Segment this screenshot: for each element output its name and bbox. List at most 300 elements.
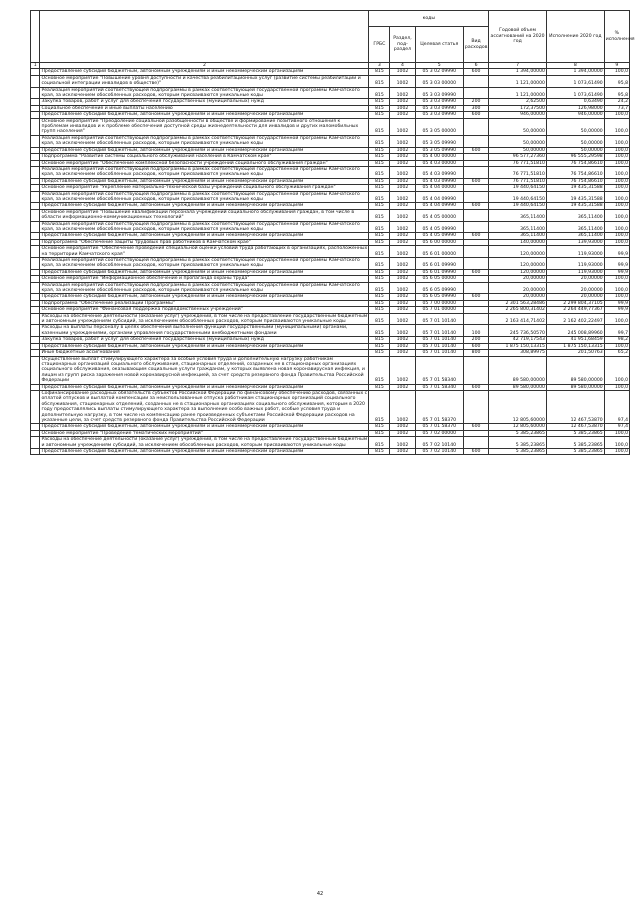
name-cell: Осуществление выплат стимулирующего характера за особые условия труда и дополнительную нагрузку работникам стационарных организаций социального обслуживания, стационарных отделений, созданных не в стационарных организациях социального обслуживания, оказывающим социальные услуги гражданам, у которых выявлена новая коронавирусная инфекция, и лицам из групп риска заражения новой коронавирусной инфекцией, за счет средств резервного фонда Правительства Российской Федерации <box>40 356 369 384</box>
name-cell: Реализация мероприятий соответствующей подпрограммы в рамках соответствующей государственной программы Камчатского края, за исключением обособленных расходов, которым присваиваются уникальные коды <box>40 221 369 233</box>
percent-cell: 100,0 <box>604 147 629 153</box>
percent-cell: 73,7 <box>604 105 629 111</box>
percent-cell: 99,9 <box>604 246 629 258</box>
percent-cell: 65,2 <box>604 350 629 356</box>
grbs-cell: 815 <box>369 350 390 356</box>
name-cell: Предоставление субсидий бюджетным, автономным учреждениям и иным некоммерческим организациям <box>40 294 369 300</box>
row-index-cell <box>31 325 40 337</box>
target-cell: 05 4 00 00000 <box>415 154 463 160</box>
grbs-cell: 815 <box>369 258 390 270</box>
name-cell: Реализация мероприятий соответствующей подпрограммы в рамках соответствующей государственной программы Камчатского края, за исключением обособленных расходов, которым присваиваются уникальные коды <box>40 258 369 270</box>
annual-cell: 19 440,64150 <box>489 191 547 203</box>
section-cell: 1002 <box>390 282 415 294</box>
annual-cell: 946,00000 <box>489 112 547 118</box>
header-execution: Исполнение 2020 год <box>546 11 604 63</box>
percent-cell: 100,0 <box>604 69 629 75</box>
target-cell: 05 3 03 00000 <box>415 75 463 87</box>
annual-cell: 12 805,60000 <box>489 424 547 430</box>
row-index-cell <box>31 437 40 449</box>
section-cell: 1002 <box>390 258 415 270</box>
colnum: 6 <box>463 63 488 69</box>
grbs-cell: 815 <box>369 185 390 191</box>
target-cell: 05 4 04 00000 <box>415 185 463 191</box>
annual-cell: 50,00000 <box>489 135 547 147</box>
annual-cell: 245 736,50570 <box>489 325 547 337</box>
execution-cell: 126,98000 <box>546 105 604 111</box>
target-cell: 05 7 01 10140 <box>415 337 463 343</box>
grbs-cell: 815 <box>369 246 390 258</box>
grbs-cell: 815 <box>369 282 390 294</box>
header-blank-name <box>40 11 369 63</box>
row-index-cell <box>31 221 40 233</box>
execution-cell: 19 435,31588 <box>546 203 604 209</box>
execution-cell: 139,93000 <box>546 239 604 245</box>
table-row <box>31 258 630 270</box>
table-row <box>31 135 630 147</box>
percent-cell: 97,4 <box>604 390 629 423</box>
name-cell: Предоставление субсидий бюджетным, автономным учреждениям и иным некоммерческим организациям <box>40 449 369 455</box>
execution-cell: 1 073,61490 <box>546 87 604 99</box>
grbs-cell: 815 <box>369 221 390 233</box>
table-row <box>31 313 630 325</box>
section-cell: 1002 <box>390 87 415 99</box>
target-cell: 05 3 03 09990 <box>415 112 463 118</box>
expense-type-cell <box>463 356 488 384</box>
section-cell: 1002 <box>390 276 415 282</box>
target-cell: 05 3 05 00000 <box>415 118 463 135</box>
section-cell: 1002 <box>390 350 415 356</box>
name-cell: Основное мероприятие "Преодоление социальной разобщенности в обществе и формирование позитивного отношения к проблемам инвалидов и к проблеме обеспечения доступной среды жизнедеятельности для инвалидов и других маломобильных групп населения" <box>40 118 369 135</box>
colnum: 8 <box>546 63 604 69</box>
percent-cell: 100,0 <box>604 166 629 178</box>
annual-cell: 19 440,64150 <box>489 203 547 209</box>
annual-cell: 120,00000 <box>489 246 547 258</box>
percent-cell: 100,0 <box>604 384 629 390</box>
expense-type-cell: 600 <box>463 233 488 239</box>
annual-cell: 76 771,51810 <box>489 166 547 178</box>
annual-cell: 1 875 150,13315 <box>489 343 547 349</box>
expense-type-cell <box>463 390 488 423</box>
grbs-cell: 815 <box>369 384 390 390</box>
expense-type-cell: 600 <box>463 147 488 153</box>
annual-cell: 5 385,23865 <box>489 437 547 449</box>
grbs-cell: 815 <box>369 105 390 111</box>
expense-type-cell: 600 <box>463 424 488 430</box>
section-cell: 1002 <box>390 147 415 153</box>
row-index-cell <box>31 87 40 99</box>
execution-cell: 89 580,00000 <box>546 356 604 384</box>
expense-type-cell <box>463 313 488 325</box>
header-expense-type: Вид расходов <box>463 27 488 63</box>
header-blank-index <box>31 11 40 63</box>
percent-cell: 100,0 <box>604 185 629 191</box>
execution-cell: 201,50763 <box>546 350 604 356</box>
expense-type-cell <box>463 87 488 99</box>
section-cell: 1002 <box>390 307 415 313</box>
section-cell: 1002 <box>390 300 415 306</box>
grbs-cell: 815 <box>369 390 390 423</box>
table-row <box>31 282 630 294</box>
name-cell: Основное мероприятие "Информационное обеспечение и пропаганда охраны труда" <box>40 276 369 282</box>
percent-cell: 95,8 <box>604 87 629 99</box>
percent-cell: 98,2 <box>604 337 629 343</box>
target-cell: 05 7 01 10140 <box>415 325 463 337</box>
table-row <box>31 166 630 178</box>
expense-type-cell <box>463 166 488 178</box>
target-cell: 05 7 01 00000 <box>415 307 463 313</box>
percent-cell: 100,0 <box>604 178 629 184</box>
name-cell: Реализация мероприятий соответствующей подпрограммы в рамках соответствующей государственной программы Камчатского края, за исключением обособленных расходов, которым присваиваются уникальные коды <box>40 191 369 203</box>
row-index-cell <box>31 390 40 423</box>
colnum: 1 <box>31 63 40 69</box>
annual-cell: 50,00000 <box>489 118 547 135</box>
name-cell: Подпрограмма "Развитие системы социального обслуживания населения в Камчатском крае" <box>40 154 369 160</box>
percent-cell: 100,0 <box>604 209 629 221</box>
colnum: 4 <box>390 63 415 69</box>
grbs-cell: 815 <box>369 209 390 221</box>
table-row <box>31 209 630 221</box>
target-cell: 05 7 01 58340 <box>415 384 463 390</box>
table-row <box>31 118 630 135</box>
target-cell: 05 7 01 58370 <box>415 424 463 430</box>
grbs-cell: 815 <box>369 69 390 75</box>
section-cell: 1002 <box>390 99 415 105</box>
annual-cell: 5 385,23865 <box>489 430 547 436</box>
section-cell: 1002 <box>390 294 415 300</box>
execution-cell: 1 875 150,13315 <box>546 343 604 349</box>
grbs-cell: 815 <box>369 294 390 300</box>
grbs-cell: 815 <box>369 118 390 135</box>
header-codes: коды <box>369 11 489 27</box>
execution-cell: 50,00000 <box>546 118 604 135</box>
expense-type-cell: 600 <box>463 343 488 349</box>
target-cell: 05 3 05 09990 <box>415 147 463 153</box>
expense-type-cell <box>463 75 488 87</box>
section-cell: 1002 <box>390 430 415 436</box>
target-cell: 05 6 00 00000 <box>415 239 463 245</box>
execution-cell: 96 555,29598 <box>546 154 604 160</box>
section-cell: 1002 <box>390 221 415 233</box>
target-cell: 05 3 03 09990 <box>415 105 463 111</box>
section-cell: 1002 <box>390 185 415 191</box>
section-cell: 1002 <box>390 269 415 275</box>
row-index-cell <box>31 282 40 294</box>
percent-cell: 100,0 <box>604 191 629 203</box>
grbs-cell: 815 <box>369 75 390 87</box>
expense-type-cell <box>463 209 488 221</box>
annual-cell: 76 771,51810 <box>489 160 547 166</box>
annual-cell: 365,11400 <box>489 209 547 221</box>
percent-cell: 100,0 <box>604 112 629 118</box>
annual-cell: 20,00000 <box>489 294 547 300</box>
percent-cell: 100,0 <box>604 430 629 436</box>
name-cell: Реализация мероприятий соответствующей подпрограммы в рамках соответствующей государственной программы Камчатского края, за исключением обособленных расходов, которым присваиваются уникальные коды <box>40 166 369 178</box>
grbs-cell: 815 <box>369 239 390 245</box>
colnum: 2 <box>40 63 369 69</box>
grbs-cell: 815 <box>369 313 390 325</box>
percent-cell: 97,4 <box>604 424 629 430</box>
target-cell: 05 4 03 09990 <box>415 178 463 184</box>
execution-cell: 1 394,00000 <box>546 69 604 75</box>
grbs-cell: 815 <box>369 191 390 203</box>
expense-type-cell <box>463 246 488 258</box>
target-cell: 05 7 01 10140 <box>415 343 463 349</box>
header-percent: % исполнения <box>604 11 629 63</box>
name-cell: Расходы на обеспечение деятельности (оказание услуг) учреждений, в том числе на предоставление государственным бюджетным и автономным учреждениям субсидий, за исключением обособленных расходов, которым присваиваются уникальные коды <box>41 437 368 448</box>
grbs-cell: 815 <box>369 424 390 430</box>
annual-cell: 365,11400 <box>489 221 547 233</box>
name-cell: Предоставление субсидий бюджетным, автономным учреждениям и иным некоммерческим организациям <box>40 203 369 209</box>
execution-cell: 76 754,86610 <box>546 166 604 178</box>
percent-cell: 99,9 <box>604 300 629 306</box>
target-cell: 05 4 04 09990 <box>415 191 463 203</box>
annual-cell: 12 805,60000 <box>489 390 547 423</box>
execution-cell: 119,93000 <box>546 246 604 258</box>
name-cell: Предоставление субсидий бюджетным, автономным учреждениям и иным некоммерческим организациям <box>40 69 369 75</box>
page-number: 42 <box>316 891 324 897</box>
name-cell: Реализация мероприятий соответствующей подпрограммы в рамках соответствующей государственной программы Камчатского края, за исключением обособленных расходов, которым присваиваются уникальные коды <box>40 282 369 294</box>
target-cell: 05 4 05 09990 <box>415 233 463 239</box>
target-cell: 05 4 03 09990 <box>415 166 463 178</box>
target-cell: 05 6 01 09990 <box>415 258 463 270</box>
target-cell: 05 7 01 10140 <box>415 313 463 325</box>
section-cell: 1002 <box>390 246 415 258</box>
table-row <box>31 449 630 455</box>
section-cell: 1002 <box>390 105 415 111</box>
annual-cell: 89 580,00000 <box>489 384 547 390</box>
annual-cell: 1 394,00000 <box>489 69 547 75</box>
percent-cell: 100,0 <box>604 154 629 160</box>
section-cell: 1002 <box>390 203 415 209</box>
grbs-cell: 815 <box>369 160 390 166</box>
table-row <box>31 185 630 191</box>
target-cell: 05 7 00 00000 <box>415 300 463 306</box>
expense-type-cell <box>463 282 488 294</box>
expense-type-cell <box>463 258 488 270</box>
percent-cell: 100,0 <box>604 282 629 294</box>
name-cell: Основное мероприятие "Укрепление материально-технической базы учреждений социального обслуживания граждан" <box>40 185 369 191</box>
annual-cell: 365,11400 <box>489 233 547 239</box>
grbs-cell: 815 <box>369 233 390 239</box>
percent-cell: 100,0 <box>604 221 629 233</box>
expense-type-cell: 200 <box>463 337 488 343</box>
target-cell: 05 6 01 09990 <box>415 269 463 275</box>
grbs-cell: 815 <box>369 307 390 313</box>
execution-cell: 12 467,53870 <box>546 424 604 430</box>
name-cell: Предоставление субсидий бюджетным, автономным учреждениям и иным некоммерческим организациям <box>40 147 369 153</box>
name-cell: Расходы на обеспечение деятельности (оказание услуг) учреждений, в том числе на предоставление государственным бюджетным и автономным учреждениям субсидий, за исключением обособленных расходов, которым присваиваются уникальные коды <box>41 313 368 325</box>
grbs-cell: 815 <box>369 178 390 184</box>
header-grbs: ГРБС <box>369 27 390 63</box>
table-body <box>31 69 630 455</box>
section-cell: 1002 <box>390 166 415 178</box>
target-cell: 05 6 05 00000 <box>415 276 463 282</box>
table-row <box>31 437 630 449</box>
name-cell: Основное мероприятие "Повышение уровня доступности и качества реабилитационных услуг (развитие системы реабилитации и социальной интеграции инвалидов в обществе)" <box>40 75 369 87</box>
target-cell: 05 4 05 00000 <box>415 209 463 221</box>
execution-cell: 20,00000 <box>546 276 604 282</box>
name-cell: Реализация мероприятий соответствующей подпрограммы в рамках соответствующей государственной программы Камчатского края, за исключением обособленных расходов, которым присваиваются уникальные коды <box>40 87 369 99</box>
percent-cell: 100,0 <box>604 343 629 349</box>
section-cell: 1002 <box>390 356 415 384</box>
percent-cell: 24,2 <box>604 99 629 105</box>
execution-cell: 5 385,23865 <box>546 449 604 455</box>
annual-cell: 120,00000 <box>489 269 547 275</box>
grbs-cell: 815 <box>369 154 390 160</box>
expense-type-cell: 600 <box>463 384 488 390</box>
percent-cell: 99,9 <box>604 258 629 270</box>
expense-type-cell: 600 <box>463 178 488 184</box>
section-cell: 1002 <box>390 191 415 203</box>
annual-cell: 1 121,00000 <box>489 75 547 87</box>
percent-cell: 100,0 <box>604 135 629 147</box>
target-cell: 05 6 05 09990 <box>415 294 463 300</box>
target-cell: 05 3 03 09990 <box>415 87 463 99</box>
row-index-cell <box>31 75 40 87</box>
percent-cell: 99,9 <box>604 269 629 275</box>
row-index-cell <box>31 356 40 384</box>
grbs-cell: 815 <box>369 276 390 282</box>
header-section: Раздел, под-раздел <box>390 27 415 63</box>
name-cell: Основное мероприятие "Повышение квалификации персонала учреждений социального обслуживания граждан, в том числе в области информационно-коммуникационных технологий" <box>40 209 369 221</box>
percent-cell: 100,0 <box>604 233 629 239</box>
name-cell: Предоставление субсидий бюджетным, автономным учреждениям и иным некоммерческим организациям <box>40 343 369 349</box>
name-cell: Подпрограмма "Обеспечение реализации Программы" <box>40 300 369 306</box>
annual-cell: 96 577,27360 <box>489 154 547 160</box>
target-cell: 05 4 04 09990 <box>415 203 463 209</box>
section-cell: 1002 <box>390 135 415 147</box>
execution-cell: 2 299 804,37105 <box>546 300 604 306</box>
expense-type-cell: 600 <box>463 203 488 209</box>
section-cell: 1002 <box>390 239 415 245</box>
budget-execution-table <box>30 10 635 455</box>
row-index-cell <box>31 191 40 203</box>
grbs-cell: 815 <box>369 437 390 449</box>
table-row <box>31 325 630 337</box>
grbs-cell: 815 <box>369 112 390 118</box>
table-row <box>31 75 630 87</box>
row-index-cell <box>31 135 40 147</box>
expense-type-cell <box>463 437 488 449</box>
name-cell: Предоставление субсидий бюджетным, автономным учреждениям и иным некоммерческим организациям <box>40 233 369 239</box>
annual-cell: 308,89975 <box>489 350 547 356</box>
name-cell: Предоставление субсидий бюджетным, автономным учреждениям и иным некоммерческим организациям <box>40 112 369 118</box>
name-cell: Закупка товаров, работ и услуг для обеспечения государственных (муниципальных) нужд <box>40 99 369 105</box>
table-header <box>31 11 635 69</box>
execution-cell: 19 435,31588 <box>546 185 604 191</box>
execution-cell: 19 435,31588 <box>546 191 604 203</box>
annual-cell: 2 265 800,31402 <box>489 307 547 313</box>
expense-type-cell: 100 <box>463 325 488 337</box>
execution-cell: 5 385,23865 <box>546 430 604 436</box>
annual-cell: 2,62500 <box>489 99 547 105</box>
section-cell: 1002 <box>390 424 415 430</box>
section-cell: 1002 <box>390 118 415 135</box>
annual-cell: 172,37500 <box>489 105 547 111</box>
grbs-cell: 815 <box>369 166 390 178</box>
section-cell: 1002 <box>390 112 415 118</box>
row-index-cell <box>31 209 40 221</box>
target-cell: 05 7 02 10140 <box>415 437 463 449</box>
expense-type-cell: 600 <box>463 69 488 75</box>
colnum: 5 <box>415 63 463 69</box>
section-cell: 1002 <box>390 160 415 166</box>
name-cell: Основное мероприятие "Финансовая поддержка подведомственных учреждений" <box>40 307 369 313</box>
annual-cell: 20,00000 <box>489 276 547 282</box>
name-cell: Иные бюджетные ассигнования <box>40 350 369 356</box>
section-cell: 1002 <box>390 449 415 455</box>
colnum: 7 <box>489 63 547 69</box>
table-row <box>31 191 630 203</box>
target-cell: 05 4 05 09990 <box>415 221 463 233</box>
execution-cell: 12 467,53870 <box>546 390 604 423</box>
target-cell: 05 7 01 10140 <box>415 350 463 356</box>
name-cell: Основное мероприятие "Обеспечение проведения специальной оценки условий труда работающих в организациях, расположенных на территории Камчатского края" <box>41 246 368 257</box>
execution-cell: 1 073,61490 <box>546 75 604 87</box>
expense-type-cell <box>463 135 488 147</box>
execution-cell: 119,93000 <box>546 269 604 275</box>
annual-cell: 76 771,51810 <box>489 178 547 184</box>
target-cell: 05 7 01 58340 <box>415 356 463 384</box>
header-annual: Годовой объем ассигнований на 2020 год <box>489 11 547 63</box>
expense-type-cell: 600 <box>463 449 488 455</box>
percent-cell: 99,7 <box>604 325 629 337</box>
table-row <box>31 87 630 99</box>
expense-type-cell: 600 <box>463 269 488 275</box>
section-cell: 1002 <box>390 233 415 239</box>
execution-cell: 2 162 402,22497 <box>546 313 604 325</box>
execution-cell: 50,00000 <box>546 135 604 147</box>
annual-cell: 1 121,00000 <box>489 87 547 99</box>
grbs-cell: 815 <box>369 203 390 209</box>
execution-cell: 89 580,00000 <box>546 384 604 390</box>
expense-type-cell: 600 <box>463 112 488 118</box>
section-cell: 1002 <box>390 337 415 343</box>
annual-cell: 20,00000 <box>489 282 547 294</box>
percent-cell: 100,0 <box>604 437 629 449</box>
target-cell: 05 6 05 09990 <box>415 282 463 294</box>
section-cell: 1002 <box>390 75 415 87</box>
row-index-cell <box>31 246 40 258</box>
row-index-cell <box>31 449 40 455</box>
table-row <box>31 246 630 258</box>
table-row <box>31 390 630 423</box>
section-cell: 1002 <box>390 325 415 337</box>
execution-cell: 119,93000 <box>546 258 604 270</box>
grbs-cell: 815 <box>369 449 390 455</box>
percent-cell: 100,0 <box>604 118 629 135</box>
section-cell: 1002 <box>390 437 415 449</box>
execution-cell: 946,00000 <box>546 112 604 118</box>
execution-cell: 245 008,89960 <box>546 325 604 337</box>
annual-cell: 5 385,23865 <box>489 449 547 455</box>
annual-cell: 50,00000 <box>489 147 547 153</box>
section-cell: 1002 <box>390 390 415 423</box>
name-cell: Реализация мероприятий соответствующей подпрограммы в рамках соответствующей государственной программы Камчатского края, за исключением обособленных расходов, которым присваиваются уникальные коды <box>40 135 369 147</box>
percent-cell: 100,0 <box>604 239 629 245</box>
header-target: Целевая статья <box>415 27 463 63</box>
name-cell: Предоставление субсидий бюджетным, автономным учреждениям и иным некоммерческим организациям <box>40 178 369 184</box>
grbs-cell: 815 <box>369 343 390 349</box>
expense-type-cell <box>463 118 488 135</box>
execution-cell: 365,11400 <box>546 233 604 239</box>
grbs-cell: 815 <box>369 300 390 306</box>
grbs-cell: 815 <box>369 135 390 147</box>
annual-cell: 89 580,00000 <box>489 356 547 384</box>
row-index-cell <box>31 258 40 270</box>
expense-type-cell: 800 <box>463 350 488 356</box>
execution-cell: 0,63490 <box>546 99 604 105</box>
